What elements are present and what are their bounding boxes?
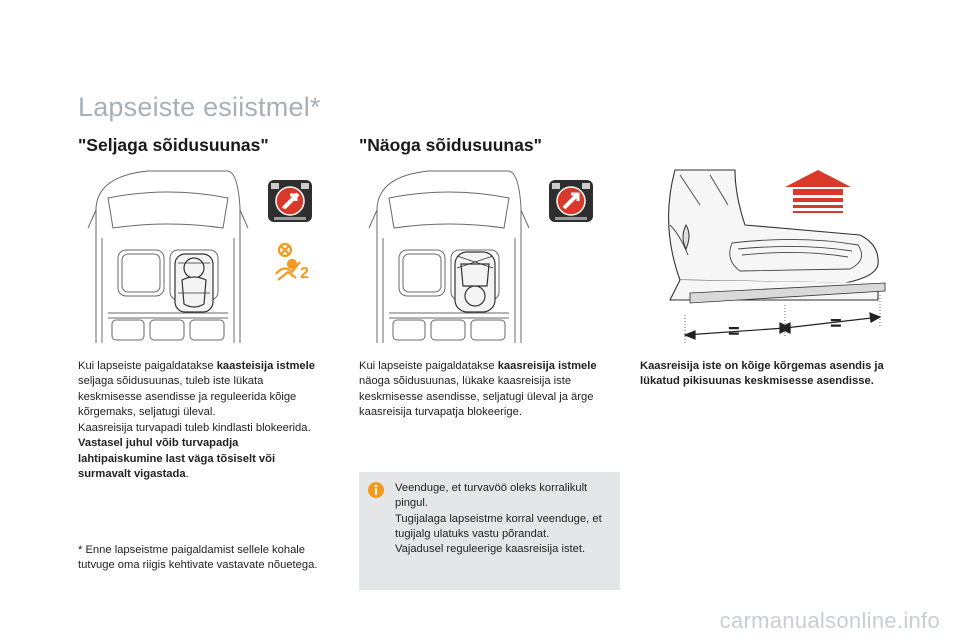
note-line-3: Vajadusel reguleerige kaasreisija istet. xyxy=(395,543,586,556)
note-line-2: Tugijalaga lapseistme korral veenduge, et tugijalg ulatuks vastu põrandat. xyxy=(395,512,602,540)
rear-facing-p2-text: Kaasreisija turvapadi tuleb kindlasti blokeerida. xyxy=(78,422,311,434)
forward-facing-p1-bold: kaasreisija istmele xyxy=(497,360,597,372)
rear-facing-car-illustration xyxy=(78,168,318,343)
rear-facing-p1-rest: seljaga sõidusuunas, tuleb iste lükata keskmisesse asendisse ja reguleerida kõige kõrgemaks, seljatugi üleval. xyxy=(78,375,297,418)
footnote-text: Enne lapseistme paigaldamist sellele kohale tutvuge oma riigis kehtivate vastavate nõuetega. xyxy=(78,544,318,572)
seat-position-illustration xyxy=(640,165,895,345)
rear-facing-paragraph-2 xyxy=(78,421,318,482)
svg-text:2: 2 xyxy=(300,265,309,282)
forward-facing-p1-rest: näoga sõidusuunas, lükake kaasreisija iste keskmisesse asendisse, seljatugi üleval ja ärge kaasreisija turvapatja blokeerige. xyxy=(359,375,594,418)
watermark: carmanualsonline.info xyxy=(719,608,940,633)
forward-facing-car-illustration xyxy=(359,168,599,343)
footnote-star: * xyxy=(78,544,83,556)
rear-facing-p2-bold: Vastasel juhul võib turvapadja lahtipaiskumine last väga tõsiselt või surmavalt vigastada xyxy=(78,437,276,480)
rear-facing-p2-rest: . xyxy=(185,467,189,480)
seat-caption: Kaasreisija iste on kõige kõrgemas asendis ja lükatud pikisuunas keskmisesse asendisse. xyxy=(640,360,884,388)
rear-facing-heading: "Seljaga sõidusuunas" xyxy=(78,135,269,155)
note-line-1: Veenduge, et turvavöö oleks korralikult pingul. xyxy=(395,482,588,510)
rear-facing-p1-text: Kui lapseiste paigaldatakse xyxy=(78,360,217,372)
page-title: Lapseiste esiistmel* xyxy=(78,92,321,122)
footnote xyxy=(78,543,328,574)
forward-facing-p1-text: Kui lapseiste paigaldatakse xyxy=(359,360,498,372)
svg-text:=: = xyxy=(728,321,740,343)
info-icon xyxy=(367,481,385,499)
rear-facing-paragraph-1 xyxy=(78,359,318,420)
info-note-text xyxy=(395,481,615,557)
forward-facing-paragraph xyxy=(359,359,619,420)
svg-text:=: = xyxy=(830,313,842,335)
rear-facing-p1-bold: kaasteisija istmele xyxy=(216,360,315,372)
forward-facing-heading: "Näoga sõidusuunas" xyxy=(359,135,542,155)
